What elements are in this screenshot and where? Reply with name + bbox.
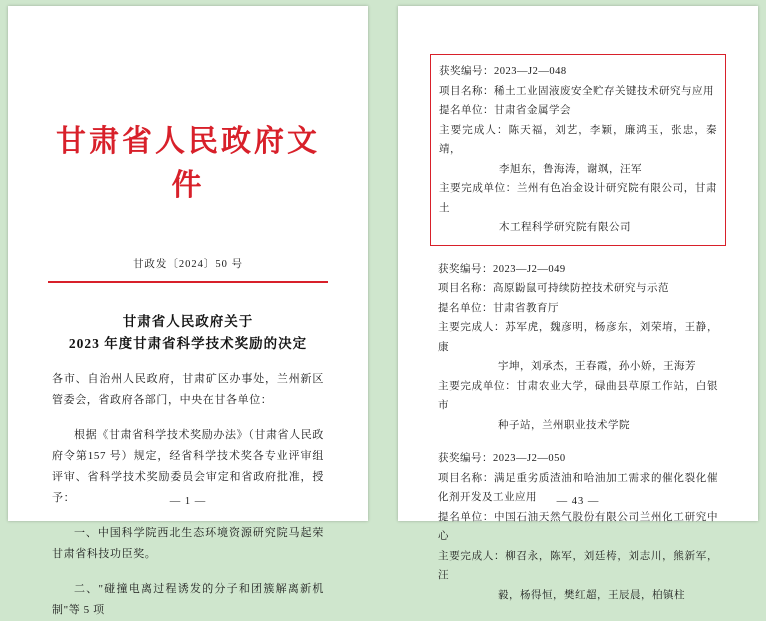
award-project-line: [439, 82, 717, 102]
award-recommender-line: [439, 101, 717, 121]
page-number-right: — 43 —: [556, 496, 600, 507]
page-title: 甘肃省人民政府文件: [56, 125, 320, 202]
decision-heading-line1: 甘肃省人民政府关于: [122, 314, 254, 329]
award-people-line-cont: 宇坤，刘承杰，王春霞，孙小娇，王海芳: [498, 361, 696, 372]
award-entry: [438, 260, 718, 436]
red-divider: [48, 281, 328, 283]
award-number-value: 2023—J2—050: [493, 453, 566, 464]
award-recommender-value: 甘肃省教育厅: [493, 302, 559, 314]
award-project-value: 满足重劣质渣油和哈油加工需求的催化裂化催化剂开发及工业应用: [438, 472, 719, 503]
award-entry: [438, 449, 718, 605]
award-people-value: 苏军虎，魏彦明，杨彦东，刘荣堉，王静，康: [438, 322, 718, 353]
award-people-line: [438, 318, 718, 357]
award-people-label: 主要完成人：: [438, 550, 506, 562]
award-number-value: 2023—J2—048: [494, 66, 567, 77]
award-units-label: 主要完成单位：: [439, 183, 517, 194]
award-number-label: 获奖编号：: [438, 263, 493, 275]
award-units-value: 甘肃农业大学，碌曲县草原工作站，白银市: [438, 380, 719, 411]
award-project-label: 项目名称：: [438, 283, 493, 294]
award-units-label: 主要完成单位：: [438, 380, 517, 392]
award-people-line-cont: 毅，杨得恒，樊红超，王辰晨，柏镇柱: [498, 589, 685, 601]
award-recommender-label: 提名单位：: [438, 511, 495, 523]
award-people-line-cont: 李旭东，鲁海涛，谢飒，汪军: [499, 163, 642, 175]
award-people-label: 主要完成人：: [439, 124, 509, 136]
award-number-label: 获奖编号：: [438, 453, 493, 464]
award-units-line-cont: 木工程科学研究院有限公司: [499, 222, 631, 233]
award-project-label: 项目名称：: [438, 472, 495, 484]
award-recommender-value: 中国石油天然气股份有限公司兰州化工研究中心: [438, 511, 719, 542]
award-units-line: [439, 179, 717, 218]
award-units-value: 兰州有色冶金设计研究院有限公司，甘肃土: [439, 183, 717, 214]
award-recommender-label: 提名单位：: [438, 302, 493, 314]
award-project-value: 稀土工业固液废安全贮存关键技术研究与应用: [494, 85, 714, 97]
award-project-value: 高原鼢鼠可持续防控技术研究与示范: [493, 283, 669, 294]
paragraph-item-2: 二、"碰撞电离过程诱发的分子和团簇解离新机制"等 5 项: [52, 583, 324, 616]
paragraph-addressees: 各市、自治州人民政府，甘肃矿区办事处，兰州新区管委会，省政府各部门，中央在甘各单位：: [52, 373, 324, 406]
paragraph-basis: 根据《甘肃省科学技术奖励办法》（甘肃省人民政府令第157 号）规定，经省科学技术奖各专业评审组评审、省科学技术奖励委员会审定和省政府批准，授予：: [52, 429, 324, 504]
award-entry-highlighted: [430, 54, 726, 246]
page-number-left: — 1 —: [169, 496, 207, 507]
award-people-line: [438, 547, 718, 586]
award-number-line: [439, 62, 717, 82]
award-number-label: 获奖编号：: [439, 66, 494, 77]
award-recommender-line: [438, 299, 718, 319]
award-number-line: [438, 260, 718, 280]
paragraph-item-1: 一、中国科学院西北生态环境资源研究院马起荣甘肃省科技功臣奖。: [52, 527, 324, 560]
document-number: 甘政发〔2024〕50 号: [132, 259, 244, 270]
award-recommender-value: 甘肃省金属学会: [494, 105, 571, 116]
award-people-value: 陈天福，刘艺，李颖，廉鸿玉，张忠，秦靖，: [439, 124, 718, 155]
award-units-line-cont: 种子站，兰州职业技术学院: [498, 419, 630, 431]
award-people-value: 柳召永，陈军，刘廷梼，刘志川，熊新军，汪: [438, 550, 718, 581]
document-page-left[interactable]: [8, 6, 368, 616]
award-people-label: 主要完成人：: [438, 322, 506, 333]
award-project-label: 项目名称：: [439, 85, 494, 97]
award-people-line: [439, 121, 717, 160]
award-recommender-label: 提名单位：: [439, 105, 494, 116]
award-recommender-line: [438, 508, 718, 547]
document-page-right[interactable]: [398, 6, 758, 601]
award-project-line: [438, 279, 718, 299]
award-units-line: [438, 377, 718, 416]
decision-heading-line2: 2023 年度甘肃省科学技术奖励的决定: [68, 336, 308, 351]
award-number-line: [438, 449, 718, 469]
award-number-value: 2023—J2—049: [493, 263, 566, 275]
